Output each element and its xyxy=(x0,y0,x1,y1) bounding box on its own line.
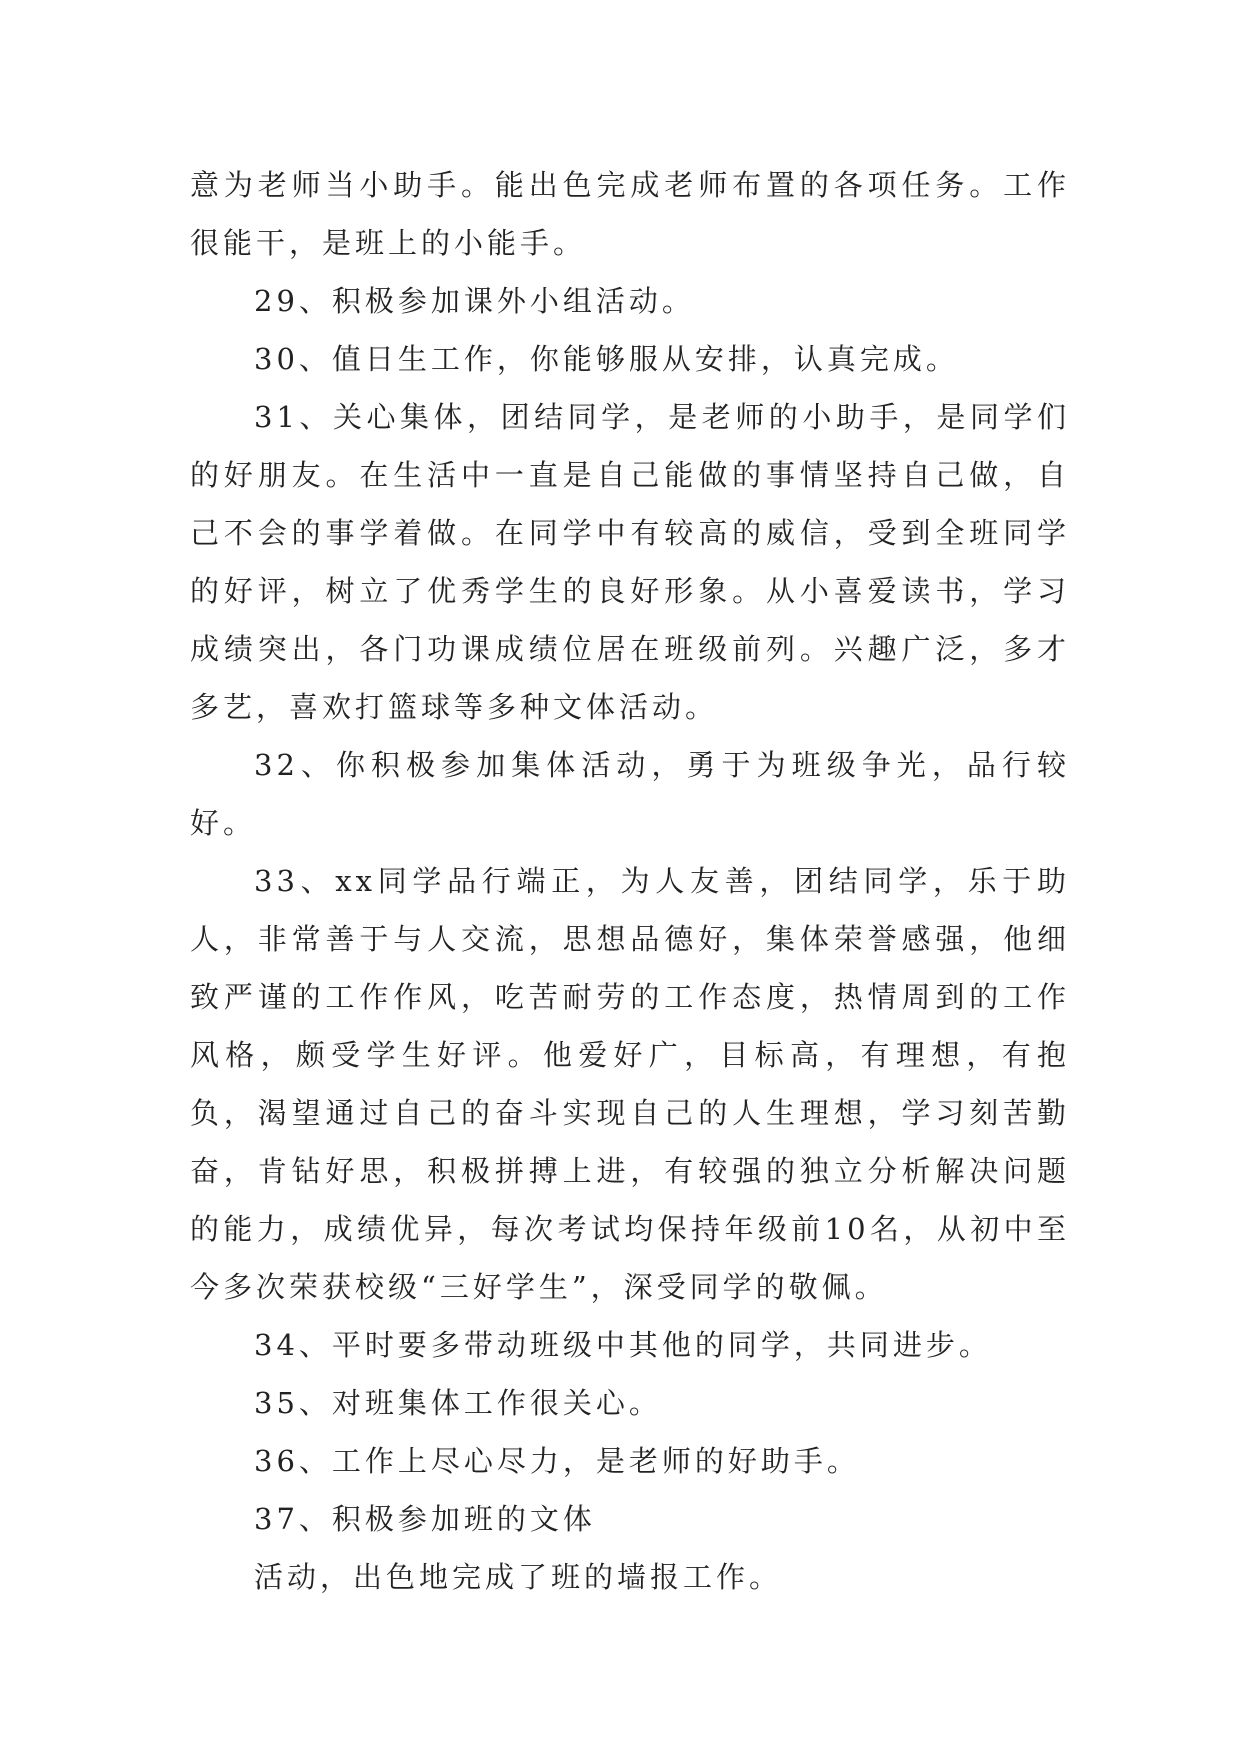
paragraph-item-34: 34、平时要多带动班级中其他的同学，共同进步。 xyxy=(254,1328,992,1362)
paragraph-item-35: 35、对班集体工作很关心。 xyxy=(254,1386,662,1420)
paragraph-item-36: 36、工作上尽心尽力，是老师的好助手。 xyxy=(254,1444,860,1478)
document-body xyxy=(190,156,1070,1606)
paragraph-item-29: 29、积极参加课外小组活动。 xyxy=(254,284,695,318)
paragraph-item-33: 33、xx同学品行端正，为人友善，团结同学，乐于助人，非常善于与人交流，思想品德好，集体荣誉感强，他细致严谨的工作作风，吃苦耐劳的工作态度，热情周到的工作风格，颇受学生好评。他爱好广，目标高，有理想，有抱负，渴望通过自己的奋斗实现自己的人生理想，学习刻苦勤奋，肯钻好思，积极拼搏上进，有较强的独立分析解决问题的能力，成绩优异，每次考试均保持年级前10名，从初中至今多次荣获校级“三好学生”，深受同学的敬佩。 xyxy=(190,864,1070,1304)
paragraph-item-30: 30、值日生工作，你能够服从安排，认真完成。 xyxy=(254,342,959,376)
paragraph-item-37: 37、积极参加班的文体 xyxy=(254,1502,596,1536)
paragraph-item-31: 31、关心集体，团结同学，是老师的小助手，是同学们的好朋友。在生活中一直是自己能做的事情坚持自己做，自己不会的事学着做。在同学中有较高的威信，受到全班同学的好评，树立了优秀学生的良好形象。从小喜爱读书，学习成绩突出，各门功课成绩位居在班级前列。兴趣广泛，多才多艺，喜欢打篮球等多种文体活动。 xyxy=(190,400,1070,724)
paragraph-continuation: 意为老师当小助手。能出色完成老师布置的各项任务。工作很能干，是班上的小能手。 xyxy=(190,168,1070,260)
paragraph-item-32: 32、你积极参加集体活动，勇于为班级争光，品行较好。 xyxy=(190,748,1070,840)
paragraph-item-37-continued: 活动，出色地完成了班的墙报工作。 xyxy=(254,1560,783,1594)
